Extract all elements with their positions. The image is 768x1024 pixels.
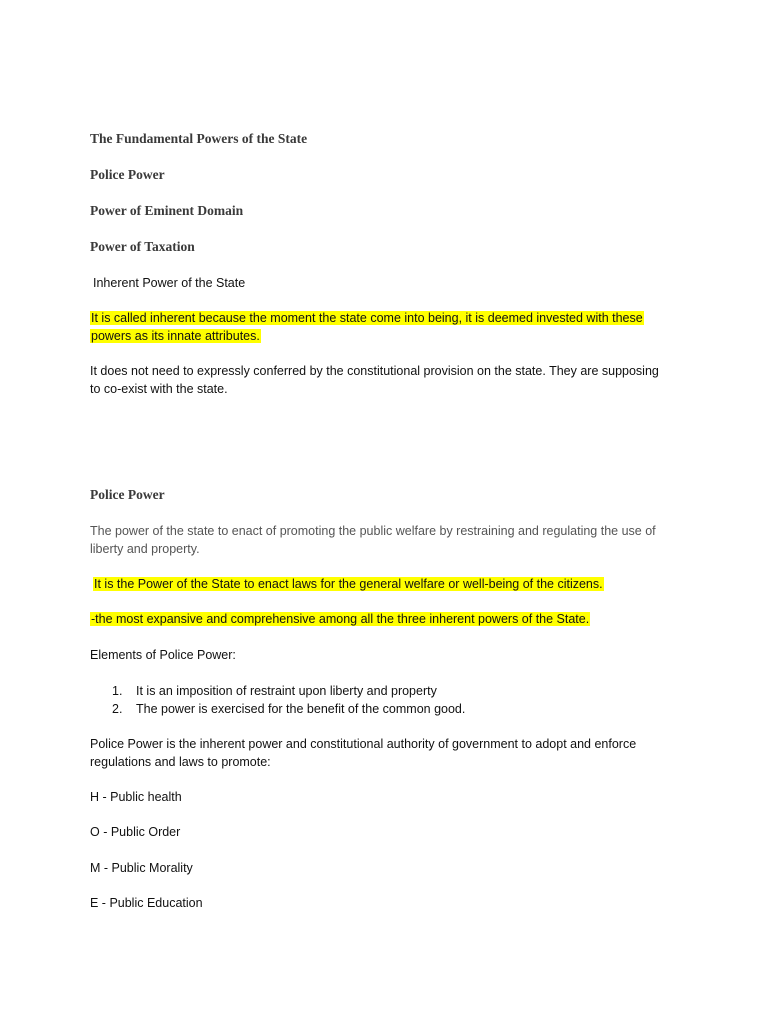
police-power-heading: Police Power xyxy=(90,487,165,502)
home-item-education: E - Public Education xyxy=(90,896,203,910)
highlighted-text: It is the Power of the State to enact laws for the general welfare or well-being of the citizens. xyxy=(94,577,603,591)
list-item xyxy=(112,700,465,718)
police-highlight-2 xyxy=(90,610,590,628)
power-item-taxation: Power of Taxation xyxy=(90,239,195,254)
power-item-police: Police Power xyxy=(90,167,165,182)
home-item-order: O - Public Order xyxy=(90,825,181,839)
inherent-paragraph-2-line-1: It does not need to expressly conferred by the constitutional provision on the state. They are supposing xyxy=(90,364,659,378)
document-title: The Fundamental Powers of the State xyxy=(90,131,308,146)
list-number: 1. xyxy=(112,684,123,698)
highlighted-text: powers as its innate attributes. xyxy=(91,329,260,343)
list-item-text: It is an imposition of restraint upon liberty and property xyxy=(136,684,437,698)
home-item-morality: M - Public Morality xyxy=(90,861,193,875)
list-item xyxy=(112,682,437,700)
list-number: 2. xyxy=(112,702,123,716)
inherent-paragraph-1-line-1 xyxy=(90,309,644,327)
home-item-health: H - Public health xyxy=(90,790,182,804)
highlighted-text: It is called inherent because the moment the state come into being, it is deemed invested with these xyxy=(91,311,643,325)
police-highlight-1 xyxy=(93,575,604,593)
inherent-paragraph-1-line-2 xyxy=(90,327,261,345)
police-definition-line-1: The power of the state to enact of promoting the public welfare by restraining and regulating the use of xyxy=(90,524,656,538)
police-definition-line-2: liberty and property. xyxy=(90,542,200,556)
authority-line-1: Police Power is the inherent power and constitutional authority of government to adopt and enforce xyxy=(90,737,637,751)
list-item-text: The power is exercised for the benefit of the common good. xyxy=(136,702,466,716)
authority-line-2: regulations and laws to promote: xyxy=(90,755,271,769)
highlighted-text: -the most expansive and comprehensive among all the three inherent powers of the State. xyxy=(91,612,590,626)
power-item-eminent-domain: Power of Eminent Domain xyxy=(90,203,244,218)
inherent-heading: Inherent Power of the State xyxy=(93,276,246,290)
inherent-paragraph-2-line-2: to co-exist with the state. xyxy=(90,382,228,396)
elements-heading: Elements of Police Power: xyxy=(90,648,236,662)
